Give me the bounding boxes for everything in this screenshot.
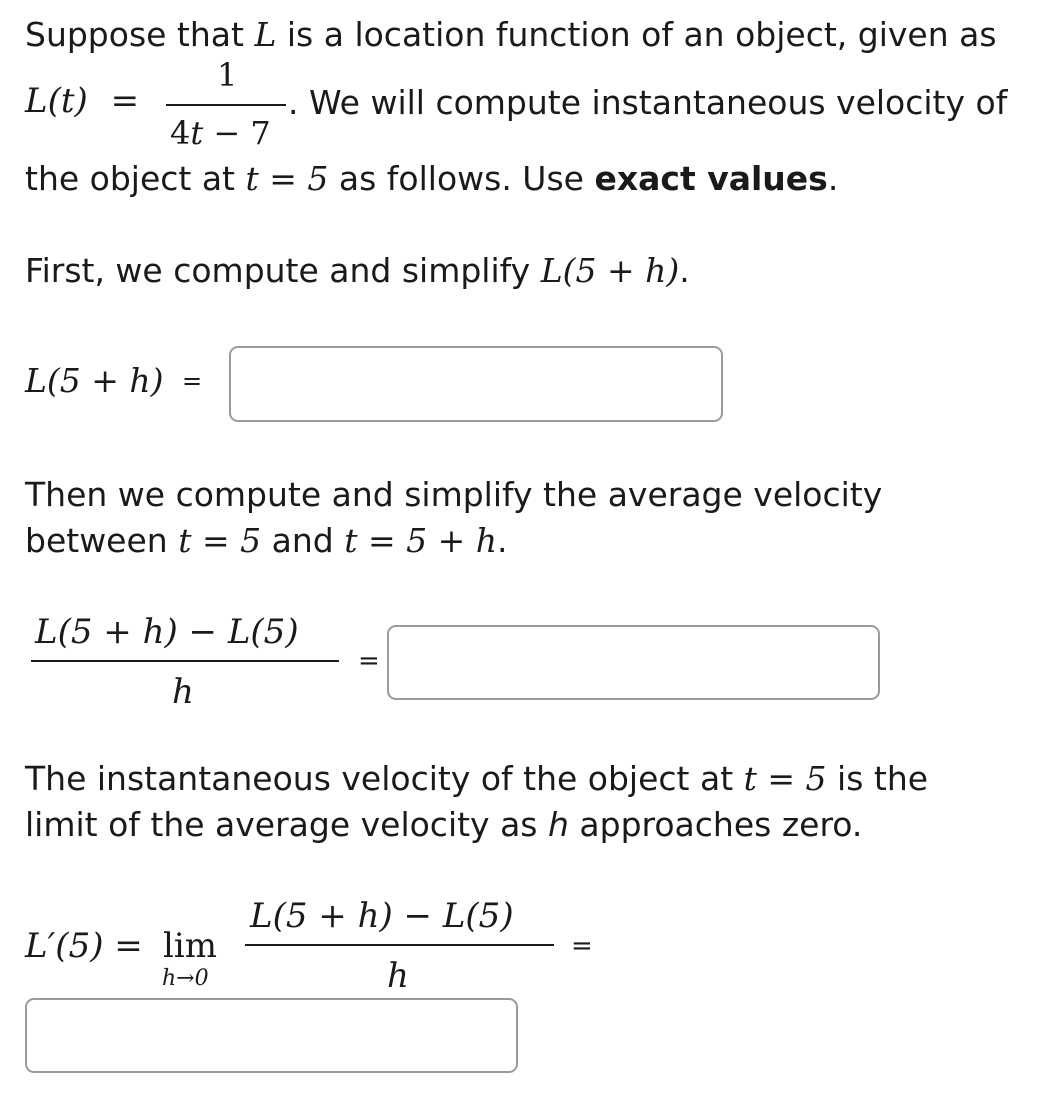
step1-expr: L(5 + h): [540, 251, 680, 290]
intro-line-3: [25, 159, 839, 198]
step3-h: h: [547, 805, 569, 844]
intro-text-1: Suppose that: [25, 15, 244, 54]
step1-equals: =: [182, 367, 203, 395]
step3-answer-input[interactable]: [25, 998, 518, 1073]
step3-text-1: The instantaneous velocity of the object at: [25, 759, 734, 798]
step3-lhs: [25, 926, 143, 966]
step2-equals: =: [358, 646, 380, 676]
step3-line-2: [25, 805, 863, 844]
step3-line-1: [25, 759, 929, 798]
intro-text-5: as follows. Use: [338, 159, 584, 198]
step2-frac-denominator: h: [172, 672, 194, 712]
intro-period: .: [827, 159, 839, 198]
step1-label-row: [25, 361, 203, 400]
equals-sign: =: [110, 81, 140, 121]
function-definition-lhs: [25, 81, 140, 121]
step2-frac-numerator: L(5 + h) − L(5): [35, 612, 299, 652]
step3-text-2: is the: [837, 759, 929, 798]
step1-instruction: [25, 251, 690, 290]
var-L: L: [254, 15, 277, 54]
fraction-denominator: 4t − 7: [170, 114, 271, 152]
intro-text-2: is a location function of an object, given as: [286, 15, 997, 54]
step1-answer-input[interactable]: [229, 346, 723, 422]
step3-fraction-bar: [245, 944, 554, 946]
step3-lhs-expr: L′(5) =: [25, 926, 143, 966]
step2-period: .: [496, 521, 508, 560]
step1-period: .: [679, 251, 690, 290]
fraction-bar: [166, 104, 286, 106]
step3-frac-numerator: L(5 + h) − L(5): [250, 896, 514, 936]
step1-label: L(5 + h): [25, 361, 164, 400]
step3-text-4: approaches zero.: [579, 805, 863, 844]
step1-text: First, we compute and simplify: [25, 251, 531, 290]
L-of-t: L(t): [25, 81, 88, 121]
step2-line-1: Then we compute and simplify the average velocity: [25, 475, 883, 514]
step2-t1: t = 5: [178, 521, 262, 560]
intro-line-2: . We will compute instantaneous velocity of: [288, 83, 1008, 122]
step2-t2: t = 5 + h: [344, 521, 497, 560]
step2-line-2: [25, 521, 508, 560]
step3-equals: =: [571, 931, 593, 961]
step2-and: and: [271, 521, 334, 560]
step2-fraction-bar: [31, 660, 339, 662]
step3-lim-subscript: h→0: [162, 966, 209, 991]
exact-values-emphasis: exact values: [594, 159, 828, 198]
step3-lim: lim: [163, 926, 217, 966]
step3-t: t = 5: [743, 759, 827, 798]
step3-text-3: limit of the average velocity as: [25, 805, 538, 844]
step2-between: between: [25, 521, 168, 560]
intro-line-1: [25, 15, 997, 54]
fraction-numerator: 1: [217, 56, 238, 94]
step2-answer-input[interactable]: [387, 625, 880, 700]
step3-frac-denominator: h: [387, 956, 409, 996]
intro-text-4: the object at: [25, 159, 235, 198]
t-equals-5: t = 5: [245, 159, 329, 198]
